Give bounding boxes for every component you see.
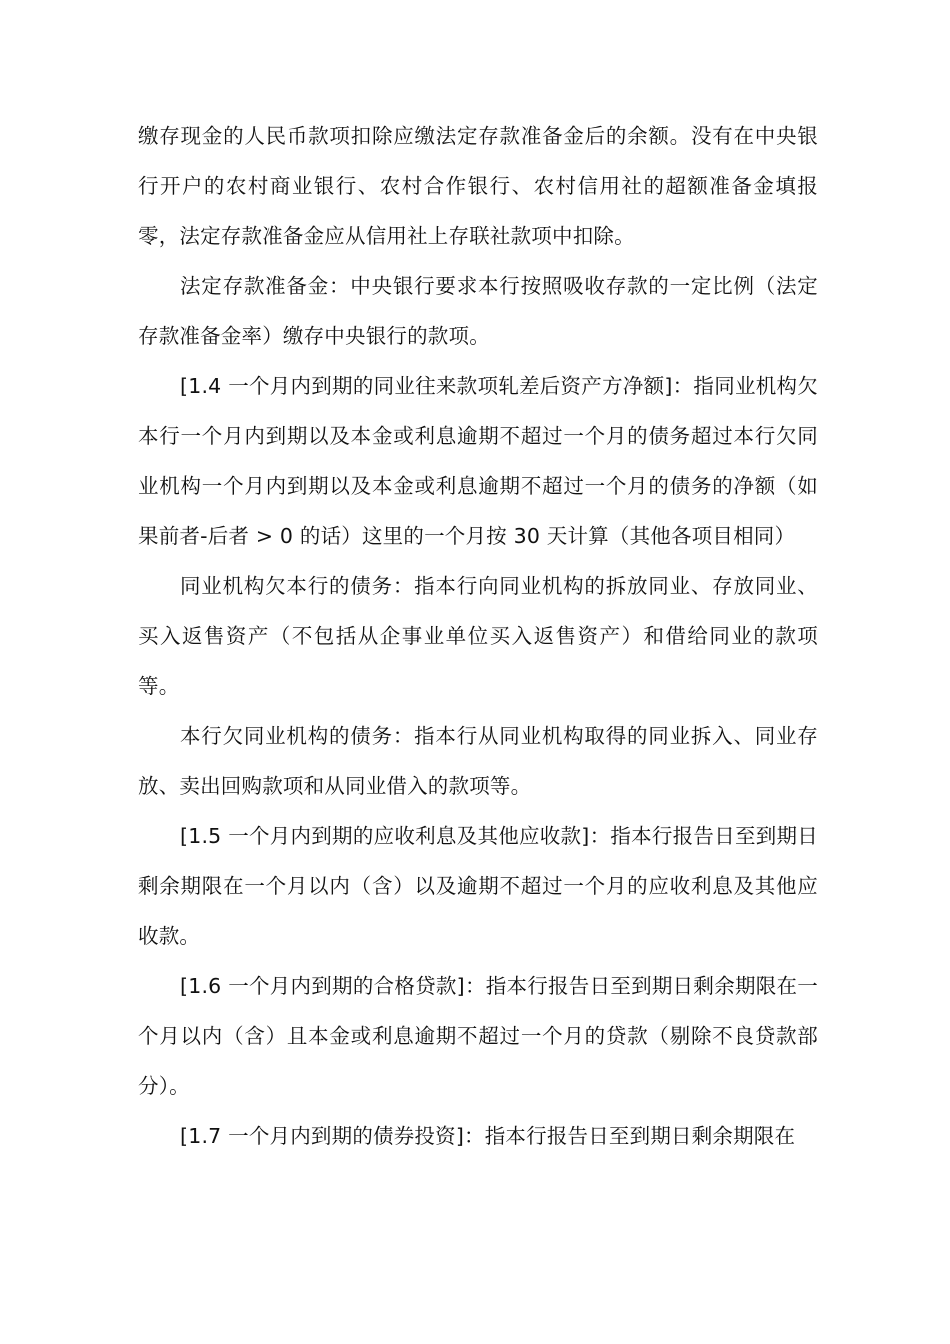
paragraph-item-1-6: [1.6 一个月内到期的合格贷款]：指本行报告日至到期日剩余期限在一个月以内（含）且本金或利息逾期不超过一个月的贷款（剔除不良贷款部分）。 [138, 974, 818, 1098]
document-page [138, 111, 818, 1161]
paragraph-interbank-owed-to-bank: 同业机构欠本行的债务：指本行向同业机构的拆放同业、存放同业、买入返售资产（不包括从企事业单位买入返售资产）和借给同业的款项等。 [138, 574, 818, 698]
paragraph-statutory-reserve: 法定存款准备金：中央银行要求本行按照吸收存款的一定比例（法定存款准备金率）缴存中央银行的款项。 [138, 274, 818, 348]
paragraph-item-1-4: [1.4 一个月内到期的同业往来款项轧差后资产方净额]：指同业机构欠本行一个月内到期以及本金或利息逾期不超过一个月的债务超过本行欠同业机构一个月内到期以及本金或利息逾期不超过一个月的债务的净额（如果前者-后者 > 0 的话）这里的一个月按 30 天计算（其他各项目相同） [138, 374, 818, 548]
paragraph-bank-owed-to-interbank: 本行欠同业机构的债务：指本行从同业机构取得的同业拆入、同业存放、卖出回购款项和从同业借入的款项等。 [138, 724, 818, 798]
paragraph-item-1-7: [1.7 一个月内到期的债券投资]：指本行报告日至到期日剩余期限在 [180, 1124, 796, 1148]
paragraph-item-1-5: [1.5 一个月内到期的应收利息及其他应收款]：指本行报告日至到期日剩余期限在一个月以内（含）以及逾期不超过一个月的应收利息及其他应收款。 [138, 824, 818, 948]
paragraph-excess-reserve-continued: 缴存现金的人民币款项扣除应缴法定存款准备金后的余额。没有在中央银行开户的农村商业银行、农村合作银行、农村信用社的超额准备金填报零，法定存款准备金应从信用社上存联社款项中扣除。 [138, 124, 818, 248]
